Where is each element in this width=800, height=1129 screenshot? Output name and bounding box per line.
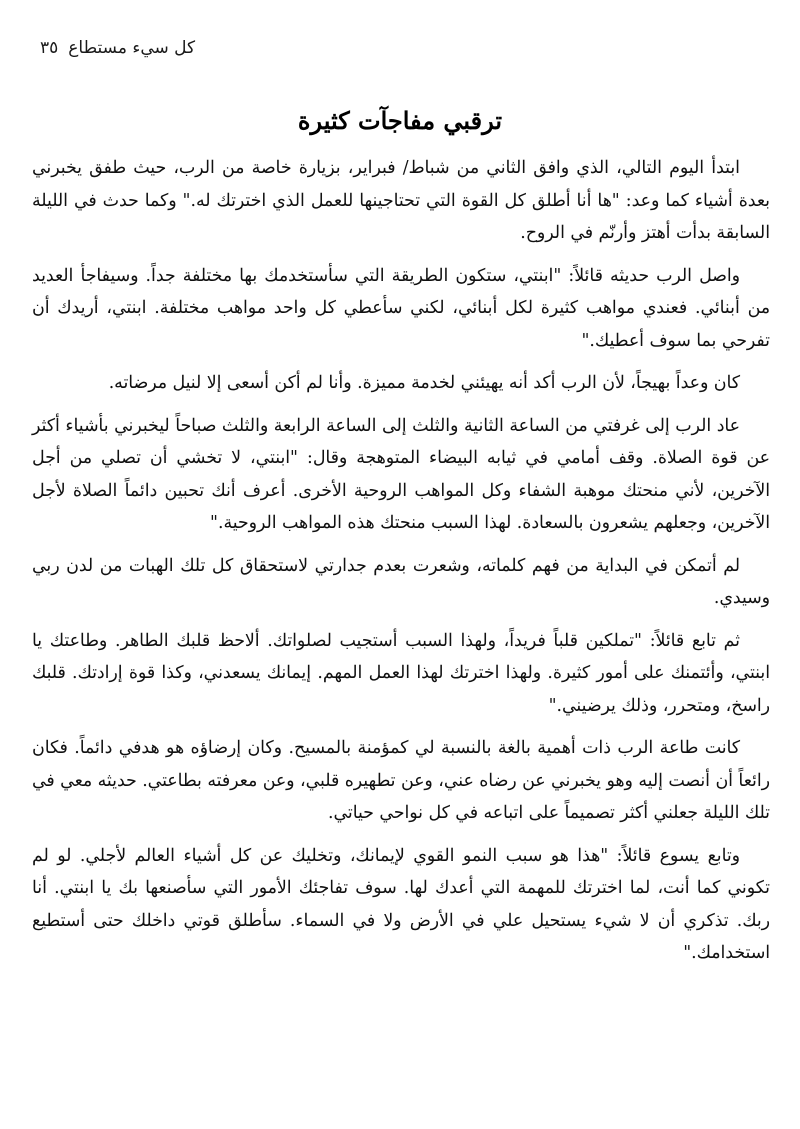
paragraph: عاد الرب إلى غرفتي من الساعة الثانية والثلث إلى الساعة الرابعة والثلث صباحاً ليخبرني بأشياء أكثر عن قوة الصلاة. وقف أمامي في ثيابه البيضاء المتوهجة وقال: "ابنتي، لا تخشي أن تصلي من أجل الآخرين، لأني منحتك موهبة الشفاء وكل المواهب الروحية الأخرى. أعرف أنك تحبين دائماً الصلاة لأجل الآخرين، وجعلهم يشعرون بالسعادة. لهذا السبب منحتك هذه المواهب الروحية." — [32, 415, 770, 533]
paragraph: كانت طاعة الرب ذات أهمية بالغة بالنسبة لي كمؤمنة بالمسيح. وكان إرضاؤه هو هدفي دائماً. فكان رائعاً أن أنصت إليه وهو يخبرني عن رضاه عني، وعن تطهيره قلبي، وعن معرفته بطاعتي. حديثه معي في تلك الليلة جعلني أكثر تصميماً على اتباعه في كل نواحي حياتي. — [32, 738, 770, 823]
chapter-title: ترقبي مفاجآت كثيرة — [297, 106, 503, 135]
body-text — [32, 152, 770, 980]
running-header — [40, 38, 195, 58]
paragraph: ثم تابع قائلاً: "تملكين قلباً فريداً، ولهذا السبب أستجيب لصلواتك. ألاحظ قلبك الطاهر. وطاعتك يا ابنتي، وأئتمنك على أمور كثيرة. ولهذا اخترتك لهذا العمل المهم. إيمانك يسعدني، وكذا قوة إرادتك. قلبك راسخ، ومتحرر، وذلك يرضيني." — [32, 630, 770, 716]
paragraph: وتابع يسوع قائلاً: "هذا هو سبب النمو القوي لإيمانك، وتخليك عن كل أشياء العالم لأجلي. لو لم تكوني كما أنت، لما اخترتك للمهمة التي أعدك لها. سوف تفاجئك الأمور التي سأصنعها بك يا ابنتي. أنا ربك. تذكري أن لا شيء يستحيل علي في الأرض ولا في السماء. سأطلق قوتي داخلك حتى أستطيع استخدامك." — [32, 845, 770, 963]
paragraph: ابتدأ اليوم التالي، الذي وافق الثاني من شباط/ فبراير، بزيارة خاصة من الرب، حيث طفق يخبرني بعدة أشياء كما وعد: "ها أنا أطلق كل القوة التي تحتاجينها للعمل الذي اخترتك له." وكما حدث في الليلة السابقة بدأت أهتز وأرنّم في الروح. — [32, 158, 770, 243]
page-number: ٣٥ — [40, 38, 59, 58]
paragraph: كان وعداً بهيجاً، لأن الرب أكد أنه يهيئني لخدمة مميزة. وأنا لم أكن أسعى إلا لنيل مرضاته. — [108, 373, 740, 393]
paragraph: لم أتمكن في البداية من فهم كلماته، وشعرت بعدم جدارتي لاستحقاق كل تلك الهبات من لدن ربي وسيدي. — [32, 555, 770, 608]
paragraph: واصل الرب حديثه قائلاً: "ابنتي، ستكون الطريقة التي سأستخدمك بها مختلفة جداً. وسيفاجأ العديد من أبنائي. فعندي مواهب كثيرة لكل أبنائي، لكني سأعطي كل واحد مواهب مختلفة. ابنتي، أريدك أن تفرحي بما سوف أعطيك." — [32, 265, 770, 351]
book-title: كل سيء مستطاع — [68, 38, 196, 58]
